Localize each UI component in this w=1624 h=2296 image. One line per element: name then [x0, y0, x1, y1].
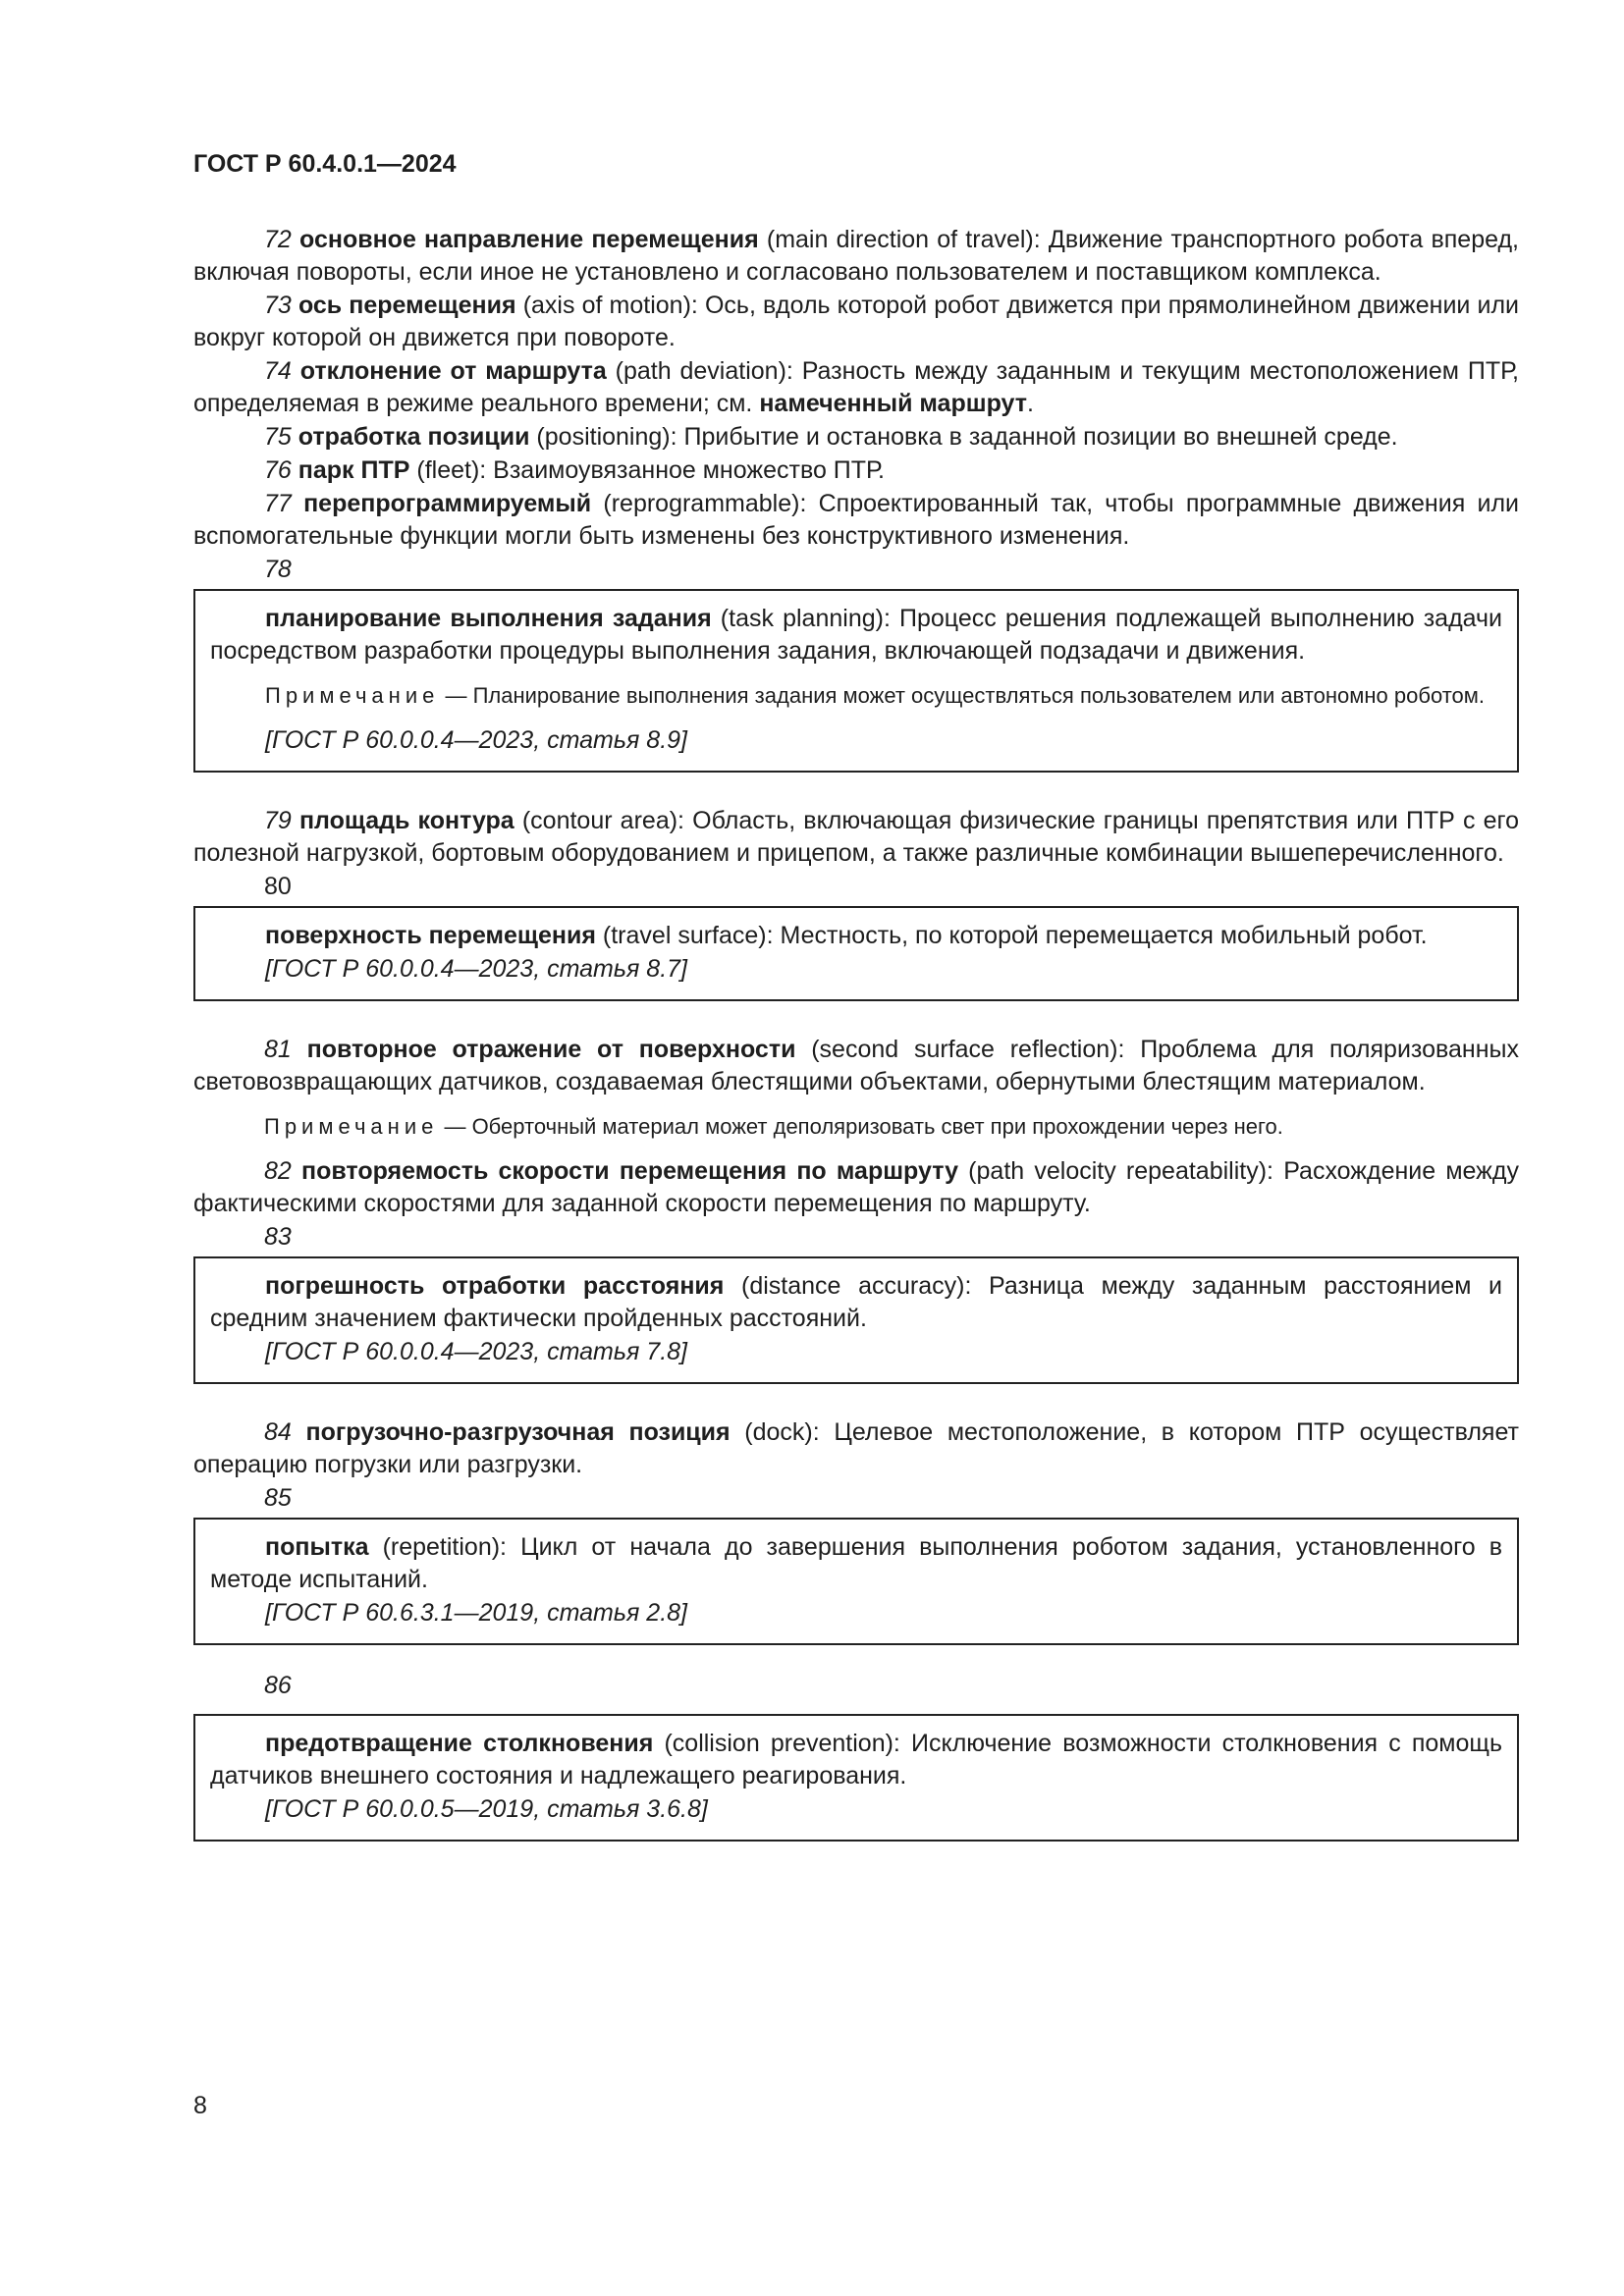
page-number: 8	[193, 2092, 207, 2119]
note-text: — Оберточный материал может деполяризовать свет при прохождении через него.	[438, 1114, 1283, 1139]
term-name: попытка	[265, 1533, 369, 1561]
term-number: 74	[264, 357, 292, 385]
term-entry-72	[193, 224, 1519, 289]
term-definition: (second surface reflection): Проблема для поляризованных световозвращающих датчиков, создаваемая блестящими объектами, обернутыми блестящим материалом.	[193, 1036, 1520, 1095]
term-definition: (path velocity repeatability): Расхождение между фактическими скоростями для заданной скорости перемещения по маршруту.	[193, 1157, 1519, 1217]
term-number: 82	[264, 1157, 292, 1185]
term-number: 77	[264, 490, 292, 517]
term-definition: (repetition): Цикл от начала до завершения выполнения роботом задания, установленного в методе испытаний.	[210, 1533, 1502, 1593]
term-number: 84	[264, 1418, 292, 1446]
term-entry-77	[193, 488, 1519, 553]
term-name: площадь контура	[298, 807, 514, 834]
term-entry-81	[193, 1034, 1519, 1098]
term-definition: (axis of motion): Ось, вдоль которой робот движется при прямолинейном движении или вокруг которой он движется при повороте.	[193, 292, 1520, 351]
source-reference: [ГОСТ Р 60.0.0.5—2019, статья 3.6.8]	[265, 1795, 708, 1823]
term-entry-79	[193, 805, 1519, 870]
note-label: Примечание	[265, 683, 440, 708]
term-box-83	[193, 1256, 1519, 1384]
note-text: — Планирование выполнения задания может осуществляться пользователем или автономно роботом.	[439, 683, 1485, 708]
term-entry-85	[210, 1531, 1502, 1596]
term-box-86	[193, 1714, 1519, 1842]
term-name: отклонение от маршрута	[299, 357, 607, 385]
term-name: ось перемещения	[298, 292, 516, 319]
cross-reference-term: намеченный маршрут	[759, 390, 1027, 417]
term-box-78	[193, 589, 1519, 773]
term-note	[210, 681, 1502, 711]
term-entry-74	[193, 355, 1519, 420]
term-entry-75	[193, 421, 1519, 454]
term-number: 78	[264, 556, 292, 583]
term-number: 83	[264, 1223, 292, 1251]
term-definition: (dock): Целевое местоположение, в котором ПТР осуществляет операцию погрузки или разгрузки.	[193, 1418, 1519, 1478]
term-name: перепрограммируемый	[303, 490, 592, 517]
term-definition: (fleet): Взаимоувязанное множество ПТР.	[409, 456, 885, 484]
term-number: 73	[264, 292, 292, 319]
term-definition: (positioning): Прибытие и остановка в заданной позиции во внешней среде.	[529, 423, 1398, 451]
source-reference: [ГОСТ Р 60.0.0.4—2023, статья 7.8]	[265, 1338, 688, 1365]
term-name: поверхность перемещения	[265, 922, 596, 949]
term-entry-73	[193, 290, 1519, 354]
term-note	[193, 1112, 1519, 1142]
term-number: 72	[264, 226, 292, 253]
term-definition: (path deviation): Разность между заданным и текущим местоположением ПТР, определяемая в режиме реального времени; см.	[193, 357, 1520, 417]
term-name: основное направление перемещения	[299, 226, 759, 253]
term-name: повторное отражение от поверхности	[306, 1036, 796, 1063]
term-number: 79	[264, 807, 292, 834]
term-number: 76	[264, 456, 292, 484]
term-definition: (collision prevention): Исключение возможности столкновения с помощь датчиков внешнего состояния и надлежащего реагирования.	[210, 1730, 1502, 1789]
term-name: отработка позиции	[298, 423, 530, 451]
term-definition: (travel surface): Местность, по которой перемещается мобильный робот.	[595, 922, 1428, 949]
term-definition: (reprogrammable): Спроектированный так, чтобы программные движения или вспомогательные функции могли быть изменены без конструктивного изменения.	[193, 490, 1519, 550]
source-reference: [ГОСТ Р 60.0.0.4—2023, статья 8.9]	[265, 726, 688, 754]
term-name: планирование выполнения задания	[265, 605, 712, 632]
term-definition: (distance accuracy): Разница между заданным расстоянием и средним значением фактически пройденных расстояний.	[210, 1272, 1502, 1332]
term-entry-78	[210, 603, 1502, 667]
document-header: ГОСТ Р 60.4.0.1—2024	[193, 150, 457, 178]
term-name: погрузочно-разгрузочная позиция	[305, 1418, 731, 1446]
term-entry-82	[193, 1155, 1519, 1220]
source-reference: [ГОСТ Р 60.0.0.4—2023, статья 8.7]	[265, 955, 688, 983]
source-reference: [ГОСТ Р 60.6.3.1—2019, статья 2.8]	[265, 1599, 688, 1627]
term-number: 80	[264, 873, 292, 900]
term-definition-tail: .	[1026, 390, 1034, 417]
term-number: 86	[264, 1672, 292, 1699]
term-entry-84	[193, 1416, 1519, 1481]
term-entry-83	[210, 1270, 1502, 1335]
term-entry-80	[210, 920, 1502, 952]
term-number: 81	[264, 1036, 292, 1063]
term-definition: (main direction of travel): Движение транспортного робота вперед, включая повороты, если иное не установлено и согласовано пользователем и поставщиком комплекса.	[193, 226, 1519, 286]
term-box-80	[193, 906, 1519, 1001]
term-box-85	[193, 1518, 1519, 1645]
term-name: погрешность отработки расстояния	[265, 1272, 725, 1300]
term-entry-76	[193, 454, 1519, 487]
term-definition: (contour area): Область, включающая физические границы препятствия или ПТР с его полезной нагрузкой, бортовым оборудованием и прицепом, а также различные комбинации вышеперечисленного.	[193, 807, 1519, 867]
term-number: 75	[264, 423, 292, 451]
term-number: 85	[264, 1484, 292, 1512]
term-definition: (task planning): Процесс решения подлежащей выполнению задачи посредством разработки процедуры выполнения задания, включающей подзадачи и движения.	[210, 605, 1503, 665]
term-name: парк ПТР	[298, 456, 410, 484]
terms-list	[193, 224, 1519, 1874]
term-entry-86	[210, 1728, 1502, 1792]
term-name: повторяемость скорости перемещения по маршруту	[301, 1157, 958, 1185]
term-name: предотвращение столкновения	[265, 1730, 654, 1757]
note-label: Примечание	[264, 1114, 439, 1139]
